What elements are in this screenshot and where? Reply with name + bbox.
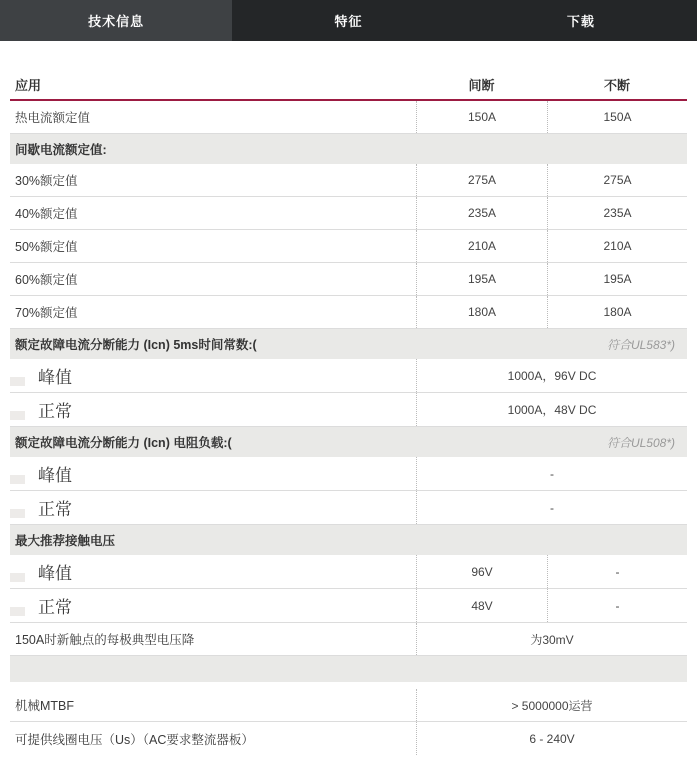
cell-value-intermittent: 210A (416, 230, 547, 262)
row-label: 正常 (10, 495, 416, 520)
section-note: 符合UL583*) (606, 337, 675, 352)
row-label: 30%额定值 (15, 174, 78, 188)
spec-table (0, 70, 697, 755)
table-row (10, 263, 687, 296)
section-row (10, 427, 687, 457)
cell-value-span: - (416, 457, 687, 490)
cell-value-intermittent: 150A (416, 101, 547, 133)
cell-value-continuous: 150A (547, 101, 687, 133)
cell-value-intermittent: 96V (416, 555, 547, 588)
table-row (10, 359, 687, 393)
section-row-empty (10, 656, 687, 682)
sub-item-marker-icon (10, 377, 25, 386)
section-note: 符合UL508*) (606, 435, 675, 450)
header-application: 应用 (15, 78, 42, 93)
cell-value-intermittent: 195A (416, 263, 547, 295)
section-row (10, 329, 687, 359)
sub-item-marker-icon (10, 475, 25, 484)
sub-item-marker-icon (10, 411, 25, 420)
header-intermittent: 间断 (468, 78, 495, 93)
table-row (10, 393, 687, 427)
row-label: 机械MTBF (15, 699, 75, 713)
cell-value-continuous: 180A (547, 296, 687, 328)
cell-value-span: 1000A，96V DC (416, 359, 687, 392)
cell-value-continuous: 235A (547, 197, 687, 229)
spec-table-header (10, 70, 687, 101)
row-label: 正常 (10, 593, 416, 618)
cell-value-continuous: - (547, 589, 687, 622)
section-label: 间歇电流额定值: (15, 143, 107, 157)
cell-value-continuous: 275A (547, 164, 687, 196)
tab-downloads[interactable]: 下载 (566, 14, 595, 29)
table-row (10, 589, 687, 623)
tab-bar (0, 0, 697, 41)
sub-item-marker-icon (10, 509, 25, 518)
section-row (10, 525, 687, 555)
section-label: 最大推荐接触电压 (15, 534, 116, 548)
header-continuous: 不断 (603, 78, 630, 93)
row-label: 40%额定值 (15, 207, 78, 221)
sub-item-marker-icon (10, 607, 25, 616)
table-row (10, 197, 687, 230)
table-row (10, 457, 687, 491)
table-row (10, 689, 687, 722)
cell-value-intermittent: 275A (416, 164, 547, 196)
sub-item-marker-icon (10, 573, 25, 582)
section-row (10, 134, 687, 164)
row-label: 峰值 (10, 559, 416, 584)
row-label: 热电流额定值 (15, 111, 91, 125)
row-label: 150A时新触点的每极典型电压降 (15, 633, 195, 647)
table-row (10, 555, 687, 589)
cell-value-intermittent: 48V (416, 589, 547, 622)
table-row (10, 164, 687, 197)
cell-value-continuous: 210A (547, 230, 687, 262)
row-label: 峰值 (10, 363, 416, 388)
row-label: 50%额定值 (15, 240, 78, 254)
table-row (10, 491, 687, 525)
spec-table-body (10, 101, 687, 755)
cell-value-span: > 5000000运营 (416, 689, 687, 721)
cell-value-intermittent: 180A (416, 296, 547, 328)
row-label: 正常 (10, 397, 416, 422)
cell-value-intermittent: 235A (416, 197, 547, 229)
table-row (10, 101, 687, 134)
row-label: 可提供线圈电压（Us）（AC要求整流器板） (15, 732, 254, 747)
cell-value-span: 6 - 240V (416, 722, 687, 755)
tab-features[interactable]: 特征 (334, 14, 363, 29)
row-label: 峰值 (10, 461, 416, 486)
cell-value-span: - (416, 491, 687, 524)
tab-technical-info[interactable]: 技术信息 (0, 0, 232, 41)
row-label: 60%额定值 (15, 273, 78, 287)
cell-value-continuous: 195A (547, 263, 687, 295)
cell-value-continuous: - (547, 555, 687, 588)
cell-value-span: 为30mV (416, 623, 687, 655)
table-row (10, 722, 687, 755)
table-row (10, 230, 687, 263)
section-label: 额定故障电流分断能力 (Icn) 5ms时间常数:( (15, 338, 257, 352)
table-row (10, 623, 687, 656)
table-row (10, 296, 687, 329)
row-label: 70%额定值 (15, 306, 78, 320)
cell-value-span: 1000A，48V DC (416, 393, 687, 426)
section-label: 额定故障电流分断能力 (Icn) 电阻负载:( (15, 436, 232, 450)
